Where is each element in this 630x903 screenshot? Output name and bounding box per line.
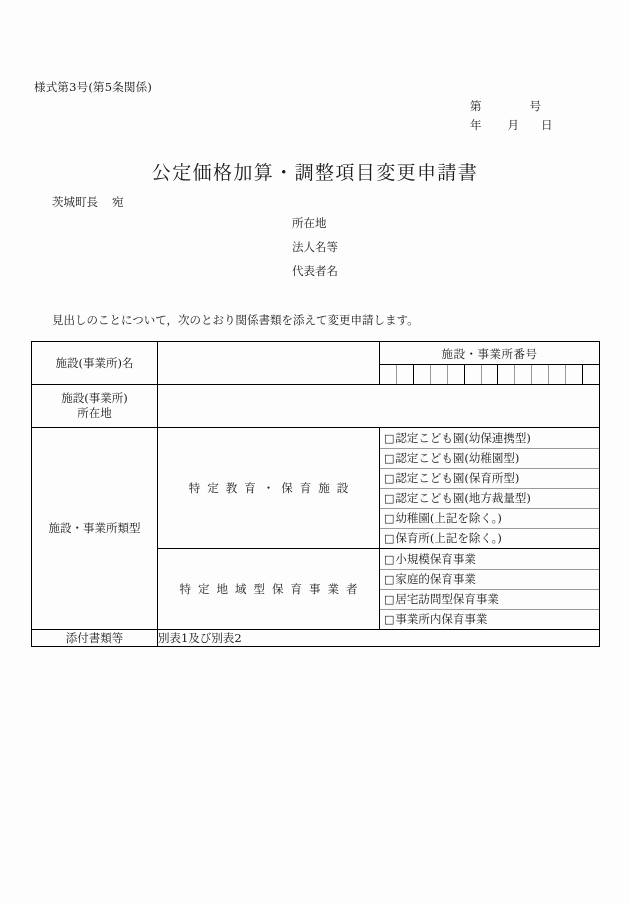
digit-box[interactable] (431, 365, 448, 384)
facility-address-input[interactable] (158, 385, 600, 428)
facility-name-input[interactable] (158, 342, 380, 385)
facility-address-label (32, 385, 158, 428)
checkbox-icon[interactable]: □ (384, 512, 395, 525)
digit-box[interactable] (447, 365, 464, 384)
checkbox-icon[interactable]: □ (384, 613, 395, 626)
option-label: 家庭的保育事業 (395, 572, 476, 586)
list-item[interactable] (380, 528, 599, 548)
attachment-value: 別表1及び別表2 (158, 630, 600, 647)
checkbox-icon[interactable]: □ (384, 492, 395, 505)
checkbox-icon[interactable]: □ (384, 553, 395, 566)
digit-box[interactable] (515, 365, 532, 384)
list-item[interactable] (380, 448, 599, 468)
list-item[interactable] (380, 589, 599, 609)
document-number-unit: 号 (529, 99, 541, 113)
checkbox-icon[interactable]: □ (384, 532, 395, 545)
addressee (52, 194, 124, 210)
list-item[interactable] (380, 609, 599, 629)
applicant-representative-label: 代表者名 (292, 264, 338, 278)
digit-box[interactable] (380, 365, 397, 384)
option-list-1 (380, 429, 599, 548)
list-item[interactable] (380, 508, 599, 528)
facility-number-cell (380, 342, 600, 385)
day-label: 日 (541, 118, 553, 132)
document-number-row (470, 97, 553, 116)
applicant-block (292, 211, 338, 283)
option-row[interactable] (380, 488, 599, 508)
type-group-label-2: 特定地域型保育事業者 (158, 549, 380, 630)
digit-box[interactable] (414, 365, 431, 384)
applicant-corporation-label: 法人名等 (292, 240, 338, 254)
option-label: 幼稚園(上記を除く。) (395, 511, 502, 525)
type-options-1 (380, 428, 600, 549)
page-title: 公定価格加算・調整項目変更申請書 (151, 162, 479, 184)
option-row[interactable] (380, 589, 599, 609)
type-group-label-1: 特定教育・保育施設 (158, 428, 380, 549)
option-row[interactable] (380, 429, 599, 449)
list-item[interactable] (380, 468, 599, 488)
digit-box[interactable] (582, 365, 599, 384)
digit-box[interactable] (565, 365, 582, 384)
list-item[interactable] (380, 550, 599, 570)
addressee-suffix: 宛 (112, 195, 124, 209)
option-label: 事業所内保育事業 (395, 612, 488, 626)
option-label: 小規模保育事業 (395, 552, 476, 566)
option-row[interactable] (380, 448, 599, 468)
option-row[interactable] (380, 609, 599, 629)
checkbox-icon[interactable]: □ (384, 472, 395, 485)
option-list-2 (380, 550, 599, 629)
table-row-facility-name (32, 342, 600, 385)
list-item[interactable] (380, 429, 599, 449)
option-label: 居宅訪問型保育事業 (395, 592, 499, 606)
option-row[interactable] (380, 528, 599, 548)
facility-address-label-line1: 施設(事業所) (61, 391, 128, 405)
option-label: 認定こども園(幼稚園型) (395, 451, 520, 465)
lead-text: 見出しのことについて，次のとおり関係書類を添えて変更申請します。 (52, 313, 419, 327)
type-options-2 (380, 549, 600, 630)
checkbox-icon[interactable]: □ (384, 593, 395, 606)
checkbox-icon[interactable]: □ (384, 432, 395, 445)
application-table (31, 341, 600, 647)
digit-box[interactable] (498, 365, 515, 384)
option-label: 保育所(上記を除く。) (395, 531, 502, 545)
date-row (470, 116, 553, 135)
attachment-label: 添付書類等 (32, 630, 158, 647)
checkbox-icon[interactable]: □ (384, 573, 395, 586)
facility-address-label-line2: 所在地 (77, 406, 112, 420)
option-row[interactable] (380, 550, 599, 570)
facility-name-label: 施設(事業所)名 (32, 342, 158, 385)
digit-box[interactable] (464, 365, 481, 384)
document-number-block (470, 97, 553, 135)
facility-number-header: 施設・事業所番号 (380, 343, 599, 365)
list-item[interactable] (380, 569, 599, 589)
table-row-type-group-1 (32, 428, 600, 549)
addressee-name: 茨城町長 (52, 195, 98, 209)
option-label: 認定こども園(保育所型) (395, 471, 520, 485)
applicant-address-label: 所在地 (292, 216, 327, 230)
table-row-attachments (32, 630, 600, 647)
year-label: 年 (470, 118, 482, 132)
digit-box[interactable] (397, 365, 414, 384)
list-item[interactable] (380, 488, 599, 508)
option-row[interactable] (380, 508, 599, 528)
month-label: 月 (507, 118, 519, 132)
document-number-label: 第 (470, 99, 482, 113)
option-label: 認定こども園(幼保連携型) (395, 431, 531, 445)
option-row[interactable] (380, 569, 599, 589)
option-label: 認定こども園(地方裁量型) (395, 491, 531, 505)
form-number: 様式第3号(第5条関係) (34, 80, 153, 94)
table-row-facility-address (32, 385, 600, 428)
option-row[interactable] (380, 468, 599, 488)
facility-type-label: 施設・事業所類型 (32, 428, 158, 630)
digit-box[interactable] (548, 365, 565, 384)
digit-box[interactable] (532, 365, 549, 384)
facility-number-boxes (380, 365, 599, 384)
checkbox-icon[interactable]: □ (384, 452, 395, 465)
facility-number-box-row (380, 365, 599, 384)
digit-box[interactable] (481, 365, 498, 384)
